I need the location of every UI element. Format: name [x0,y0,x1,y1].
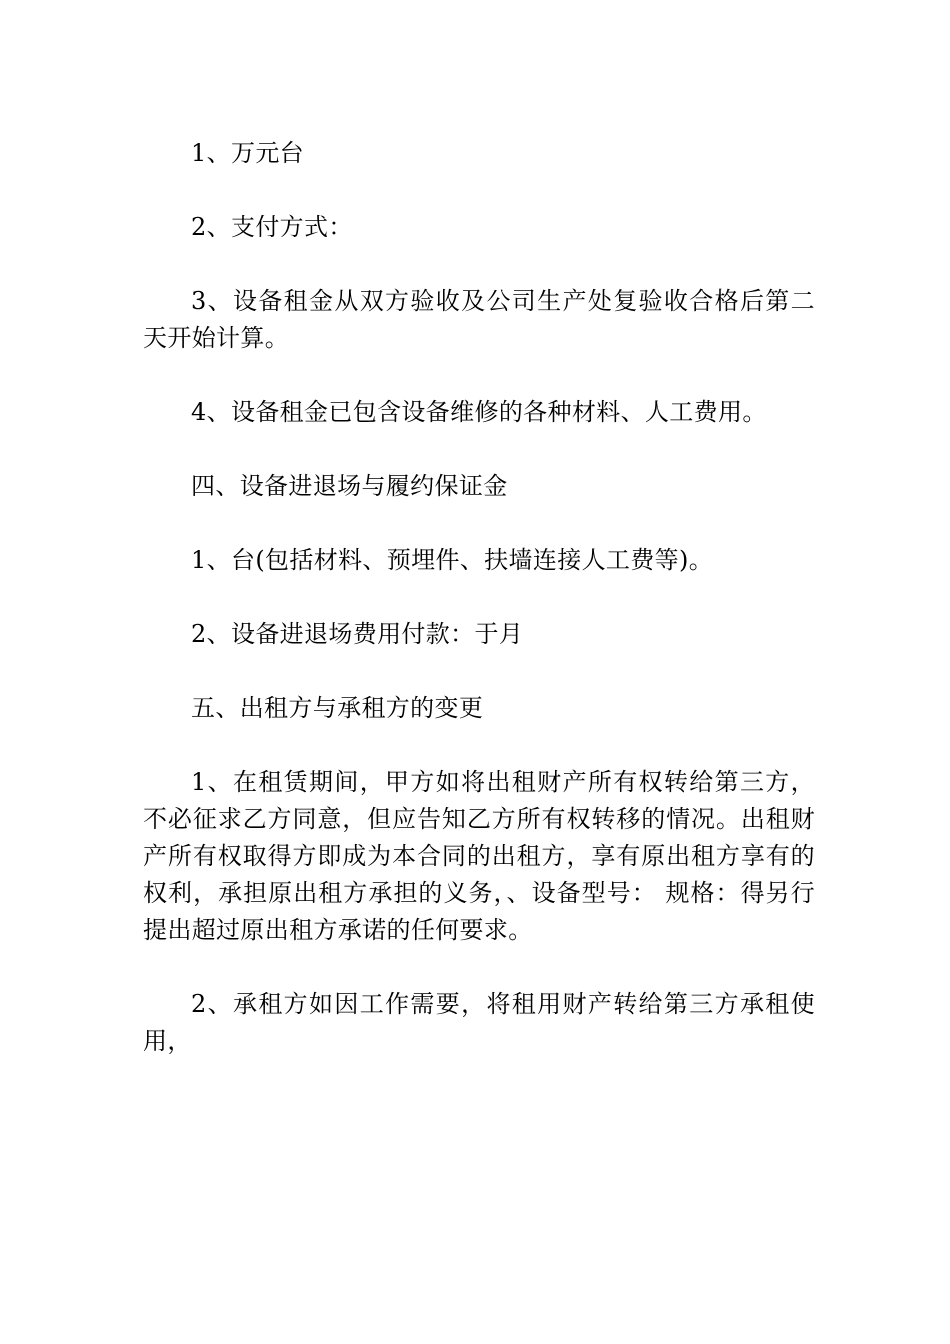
document-body [143,135,815,1097]
paragraph-ownership-transfer: 1、在租赁期间，甲方如将出租财产所有权转给第三方，不必征求乙方同意，但应告知乙方所有权转移的情况。出租财产所有权取得方即成为本合同的出租方，享有原出租方享有的权利，承担原出租方承担的义务，、设备型号： 规格：得另行提出超过原出租方承诺的任何要求。 [143,768,815,944]
paragraph-entry-exit-unit: 1、台(包括材料、预埋件、扶墙连接人工费等)。 [191,546,714,574]
section-heading-party-changes: 五、出租方与承租方的变更 [191,694,484,722]
paragraph-entry-exit-payment: 2、设备进退场费用付款：于月 [191,620,524,648]
paragraph-rent-start: 3、设备租金从双方验收及公司生产处复验收合格后第二天开始计算。 [143,287,815,352]
paragraph-rent-amount: 1、万元台 [191,139,305,167]
paragraph-payment-method: 2、支付方式： [191,213,353,241]
paragraph-sublease: 2、承租方如因工作需要，将租用财产转给第三方承租使用， [143,990,815,1055]
paragraph-rent-includes: 4、设备租金已包含设备维修的各种材料、人工费用。 [191,398,767,426]
section-heading-equipment-entry-exit: 四、设备进退场与履约保证金 [191,472,508,500]
